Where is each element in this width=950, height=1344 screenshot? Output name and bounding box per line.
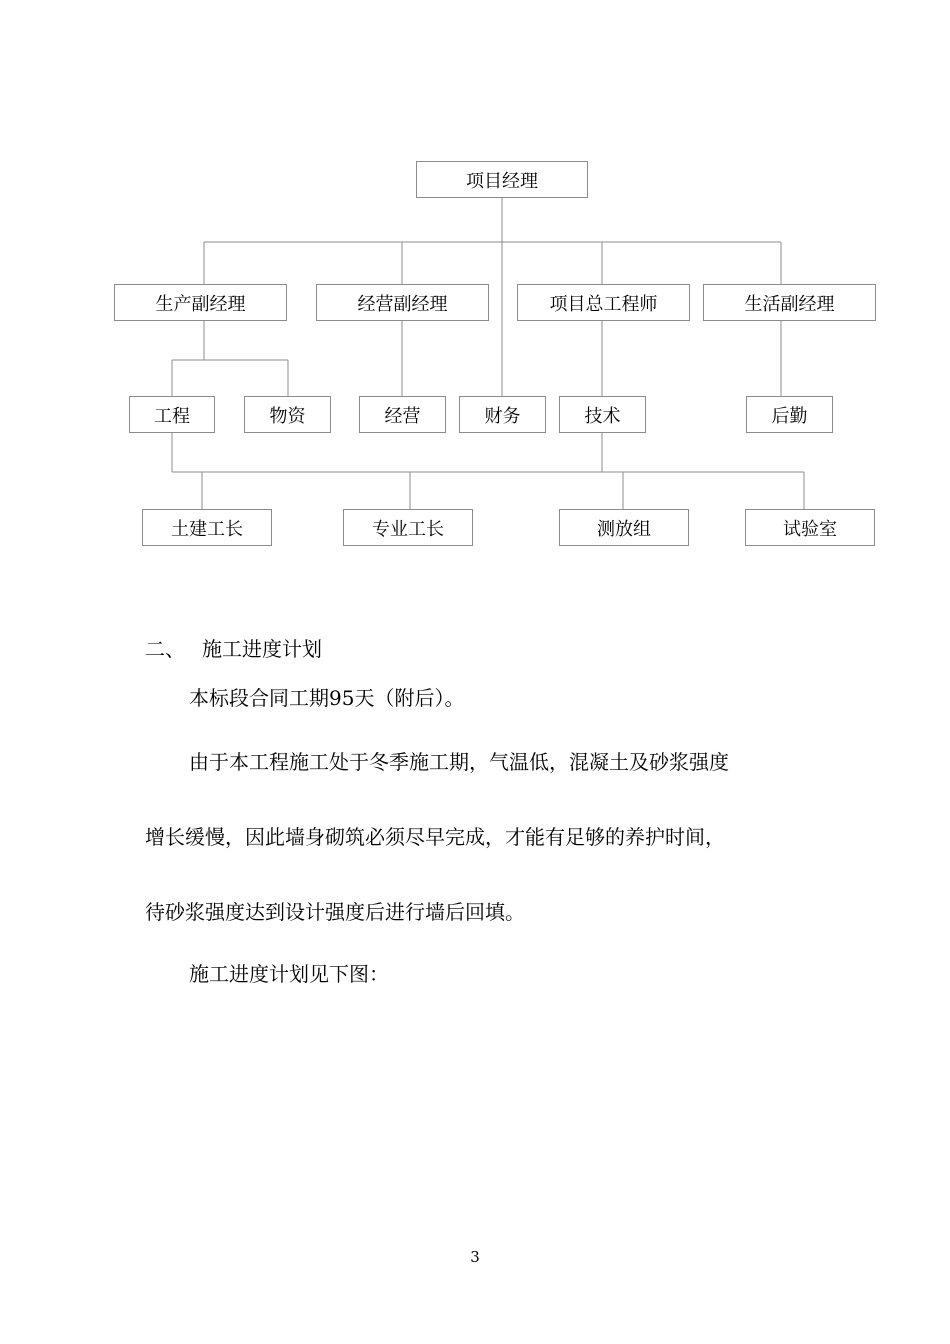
page-number: 3 [470,1248,480,1266]
org-node-technology: 技术 [559,396,646,433]
paragraph-winter-line3: 待砂浆强度达到设计强度后进行墙后回填。 [145,900,525,924]
org-node-laboratory: 试验室 [745,509,875,546]
org-node-logistics: 后勤 [746,396,833,433]
org-node-survey-team: 测放组 [559,509,689,546]
org-node-project-manager: 项目经理 [416,161,588,198]
paragraph-schedule-ref: 施工进度计划见下图： [189,962,389,986]
org-node-specialty-foreman: 专业工长 [343,509,473,546]
org-node-finance: 财务 [459,396,546,433]
org-node-materials: 物资 [244,396,331,433]
org-node-chief-engineer: 项目总工程师 [517,284,690,321]
paragraph-contract-period: 本标段合同工期95天（附后）。 [189,686,465,710]
org-node-production-deputy: 生产副经理 [114,284,287,321]
org-node-engineering: 工程 [129,396,215,433]
org-node-business-deputy: 经营副经理 [316,284,489,321]
org-node-life-deputy: 生活副经理 [703,284,876,321]
paragraph-winter-line2: 增长缓慢，因此墙身砌筑必须尽早完成，才能有足够的养护时间， [145,825,725,849]
section-number: 二、 [145,637,185,661]
org-node-civil-foreman: 土建工长 [142,509,272,546]
org-node-business: 经营 [359,396,446,433]
section-title: 施工进度计划 [202,637,322,661]
paragraph-winter-line1: 由于本工程施工处于冬季施工期，气温低，混凝土及砂浆强度 [189,750,729,774]
